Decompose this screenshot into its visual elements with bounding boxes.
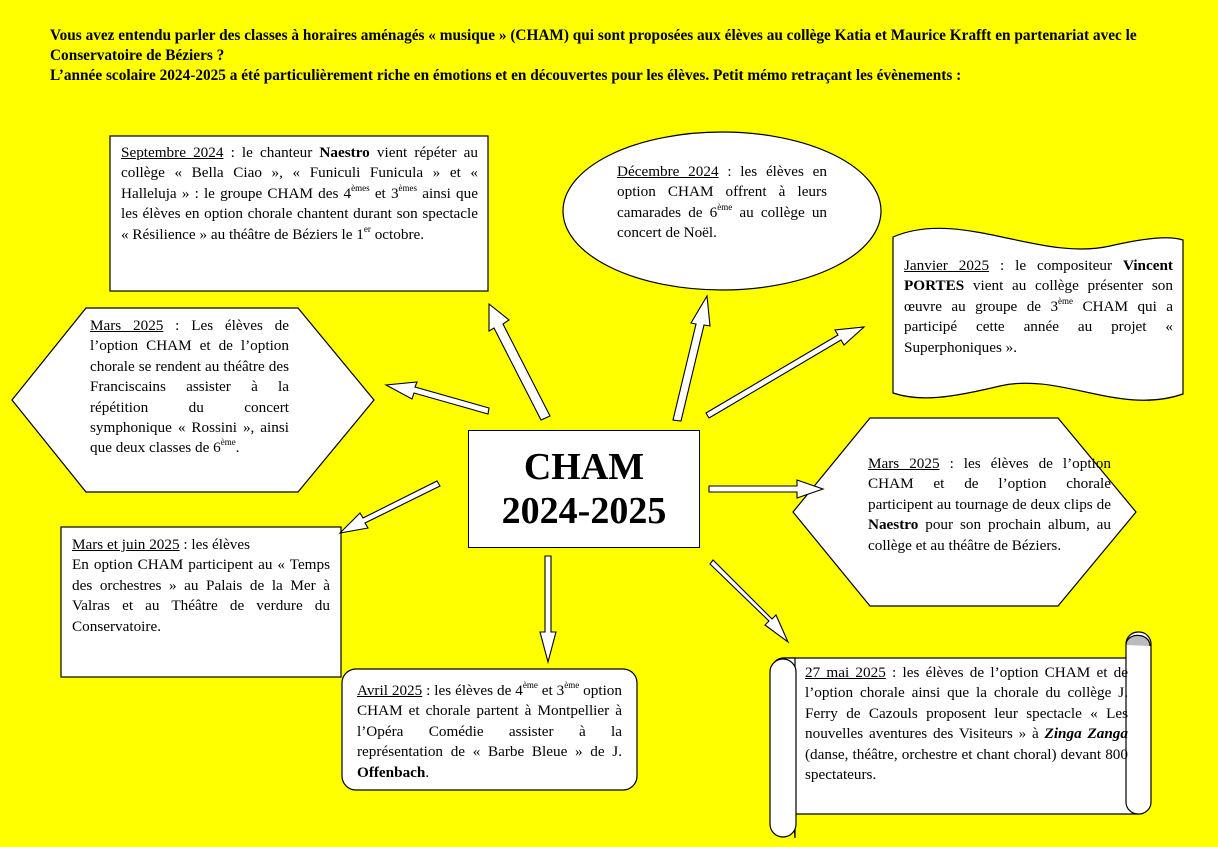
arrow-to-avril	[540, 556, 556, 662]
arrow-to-septembre	[489, 304, 550, 420]
date-janvier-2025: Janvier 2025	[904, 257, 990, 274]
text: : les élèves en option CHAM offrent à leurs camarades de 6	[617, 163, 827, 221]
text: octobre.	[370, 225, 425, 243]
text: : le chanteur	[223, 144, 320, 161]
superscript: èmes	[398, 182, 418, 193]
text: et 3	[369, 184, 399, 202]
artist-name: Naestro	[868, 516, 919, 534]
text-mars-juin-2025	[72, 535, 330, 637]
text: En option CHAM participent au « Temps des orchestres » au Palais de la Mer à Valras et au Théâtre de verdure du Conservatoire.	[72, 556, 330, 635]
arrow-to-mars-juin	[340, 481, 440, 533]
date-mars-2025-right: Mars 2025	[868, 455, 940, 472]
intro-line-1: Vous avez entendu parler des classes à horaires aménagés « musique » (CHAM) qui sont proposées aux élèves au collège Katia et Maurice Krafft en partenariat avec le Conservatoire de Béziers ?	[50, 27, 1137, 64]
text: : les élèves de l’option CHAM et de l’option chorale ainsi que la chorale du collège J. Ferry de Cazouls proposent leur spectacle « Les nouvelles aventures des Visiteurs » à	[805, 664, 1129, 743]
text: et 3	[537, 682, 565, 699]
superscript: ème	[522, 680, 538, 690]
date-27-mai-2025: 27 mai 2025	[805, 664, 886, 681]
text: .	[235, 439, 240, 457]
venue-name: Zinga Zanga	[1044, 725, 1128, 743]
text: : le compositeur	[989, 257, 1123, 274]
text: option CHAM et chorale partent à Montpellier à l’Opéra Comédie assister à la représentation de « Barbe Bleue » de J.	[357, 682, 622, 761]
text-septembre-2024	[121, 143, 478, 245]
text: (danse, théâtre, orchestre et chant choral) devant 800 spectateurs.	[805, 745, 1128, 784]
text-avril-2025	[357, 681, 622, 783]
center-title: CHAM	[523, 446, 645, 488]
text: pour son prochain album, au collège et au théâtre de Béziers.	[868, 516, 1111, 554]
center-subtitle: 2024-2025	[501, 490, 667, 532]
date-mars-2025-left: Mars 2025	[90, 317, 164, 334]
text: ainsi que les élèves en option chorale chantent durant son spectacle « Résilience » au théâtre de Béziers le 1	[121, 184, 478, 243]
text-27-mai-2025	[805, 663, 1128, 785]
date-mars-juin-2025: Mars et juin 2025	[72, 536, 180, 553]
text-mars-2025-right	[868, 454, 1111, 556]
text: .	[425, 763, 430, 781]
text-janvier-2025	[904, 256, 1173, 358]
intro-line-2: L’année scolaire 2024-2025 a été particulièrement riche en émotions et en découvertes pour les élèves. Petit mémo retraçant les évènements :	[50, 67, 962, 84]
arrow-to-27-mai	[710, 560, 788, 642]
text: au collège un concert de Noël.	[617, 203, 828, 242]
text: : les élèves de l’option CHAM et de l’option chorale participent au tournage de deux clips de	[868, 455, 1111, 513]
arrow-to-decembre	[673, 296, 710, 421]
superscript: ème	[1058, 295, 1074, 306]
text-mars-2025-left	[90, 316, 289, 459]
arrow-to-janvier	[706, 327, 864, 418]
text: : les élèves	[179, 536, 251, 553]
date-avril-2025: Avril 2025	[357, 682, 423, 699]
superscript: ème	[564, 680, 580, 690]
date-septembre-2024: Septembre 2024	[121, 144, 224, 161]
arrow-to-mars-right	[709, 480, 823, 498]
superscript: ème	[220, 437, 236, 448]
text: : Les élèves de l’option CHAM et de l’option chorale se rendent au théâtre des Franciscains assister à la répétition du concert symphonique « Rossini », ainsi que deux classes de 6	[90, 317, 289, 457]
date-decembre-2024: Décembre 2024	[617, 163, 719, 180]
text: CHAM qui a participé cette année au projet « Superphoniques ».	[904, 297, 1174, 356]
text: vient au collège présenter son œuvre au groupe de 3	[904, 277, 1173, 315]
artist-name: Naestro	[319, 144, 370, 161]
text: vient répéter au collège « Bella Ciao », « Funiculi Funicula » et « Halleluja » : le groupe CHAM des 4	[121, 144, 478, 202]
text: : les élèves de 4	[422, 682, 523, 699]
composer-name: Offenbach	[357, 763, 426, 781]
center-title-box	[468, 430, 700, 548]
text-decembre-2024	[617, 162, 827, 244]
arrow-to-mars-left	[386, 382, 489, 414]
superscript: er	[363, 223, 371, 234]
superscript: èmes	[351, 182, 370, 193]
superscript: ème	[717, 201, 733, 212]
composer-name: Vincent PORTES	[904, 257, 1173, 295]
